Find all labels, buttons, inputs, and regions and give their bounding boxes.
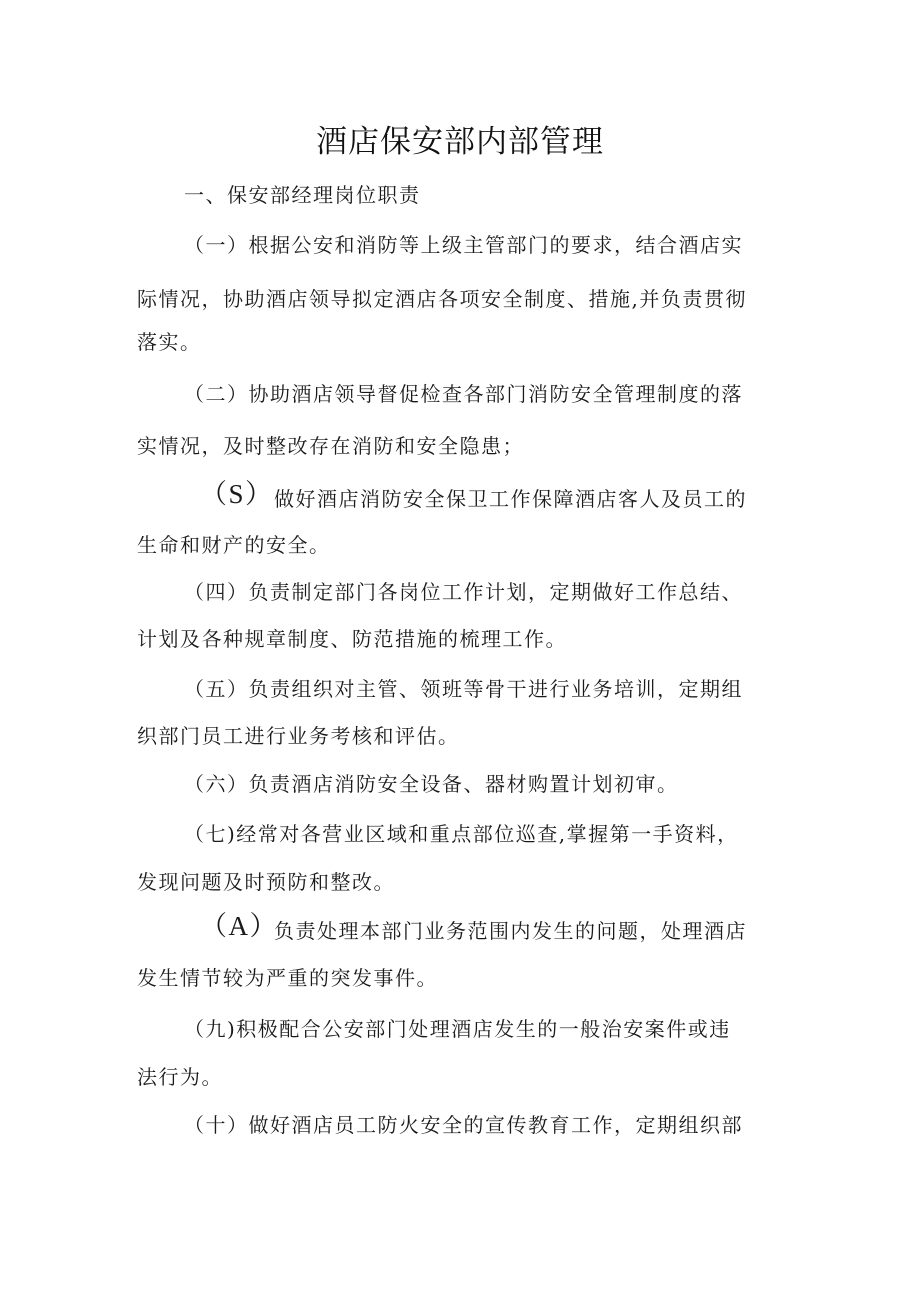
paragraph-marker: （S） (200, 479, 274, 509)
paragraph-line: （十）做好酒店员工防火安全的宣传教育工作，定期组织部 (184, 1113, 743, 1137)
paragraph-line: 落实。 (137, 330, 202, 354)
paragraph-line: 发现问题及时预防和整改。 (137, 870, 395, 894)
paragraph-line: 实情况，及时整改存在消防和安全隐患； (137, 434, 524, 458)
paragraph-line: 法行为。 (137, 1065, 223, 1089)
paragraph-line: （五）负责组织对主管、领班等骨干进行业务培训，定期组 (184, 677, 743, 701)
paragraph-line: （一）根据公安和消防等上级主管部门的要求，结合酒店实 (184, 233, 743, 257)
paragraph-marker: （A） (200, 911, 278, 941)
section-heading: 一、保安部经理岗位职责 (184, 183, 421, 207)
paragraph-line: 做好酒店消防安全保卫工作保障酒店客人及员工的 (274, 487, 747, 511)
paragraph-line: 发生情节较为严重的突发事件。 (137, 966, 438, 990)
paragraph-line: （七)经常对各营业区域和重点部位巡查,掌握第一手资料， (184, 822, 739, 846)
paragraph-line: （九)积极配合公安部门处理酒店发生的一般治安案件或违 (184, 1017, 731, 1041)
paragraph-line: 织部门员工进行业务考核和评估。 (137, 724, 460, 748)
paragraph-line: 际情况，协助酒店领导拟定酒店各项安全制度、措施,并负责贯彻 (137, 287, 747, 311)
paragraph-line: 生命和财产的安全。 (137, 533, 331, 557)
paragraph-line: 计划及各种规章制度、防范措施的梳理工作。 (137, 627, 567, 651)
paragraph-line: 负责处理本部门业务范围内发生的问题，处理酒店 (274, 919, 747, 943)
paragraph-line: （六）负责酒店消防安全设备、器材购置计划初审。 (184, 772, 679, 796)
paragraph-line: （四）负责制定部门各岗位工作计划，定期做好工作总结、 (184, 580, 743, 604)
document-title: 酒店保安部内部管理 (316, 124, 604, 160)
paragraph-line: （二）协助酒店领导督促检查各部门消防安全管理制度的落 (184, 382, 743, 406)
